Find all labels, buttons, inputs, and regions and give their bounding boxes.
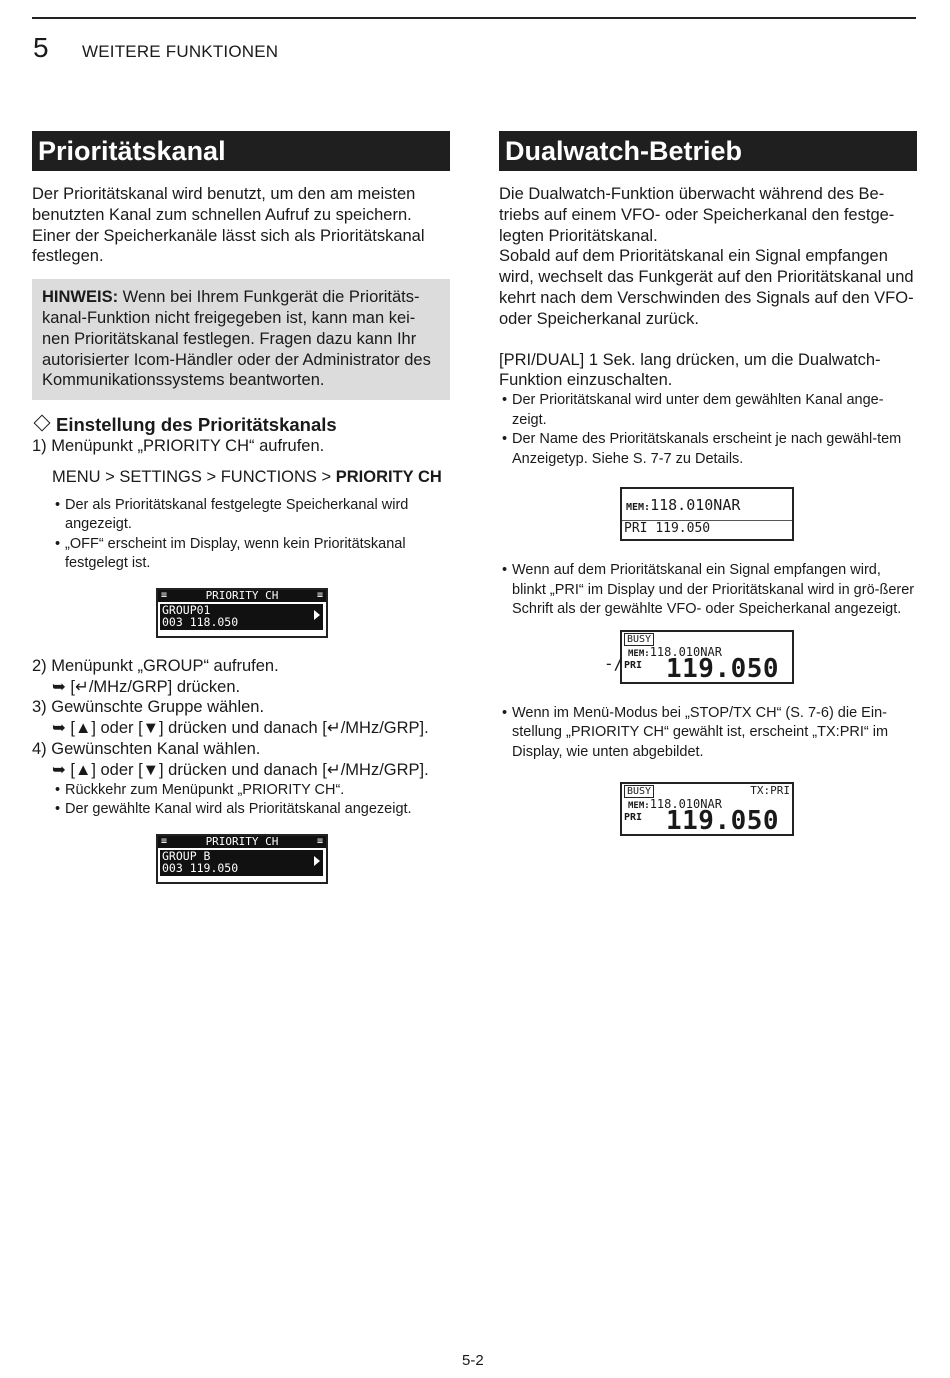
step-3: 3) Gewünschte Gruppe wählen. xyxy=(32,698,265,717)
chapter-title: WEITERE FUNKTIONEN xyxy=(82,42,279,61)
dualwatch-intro: Die Dualwatch-Funktion überwacht während des Be-triebs auf einem VFO- oder Speicherkanal den festge-legten Prioritätskanal. xyxy=(499,185,895,245)
step-4-action: ➥ [▲] oder [▼] drücken und danach [↵/MHz/GRP]. xyxy=(52,760,429,779)
triangle-right-icon xyxy=(314,610,320,620)
tx-pri-indicator: TX:PRI xyxy=(750,784,790,798)
bullet-list-3 xyxy=(499,391,917,469)
pri-big-value: 119.050 xyxy=(666,653,780,684)
dualwatch-intro-2: Sobald auf dem Prioritätskanal ein Signal empfangen wird, wechselt das Funkgerät auf den Prioritätskanal und kehrt nach dem Verschwinden des Signals auf den VFO- oder Speicherkanal zurück. xyxy=(499,247,914,328)
lcd-display-priority-1 xyxy=(156,588,328,638)
lcd-title: PRIORITY CH xyxy=(205,588,279,602)
bullet-list-1 xyxy=(52,496,450,574)
pri-label: PRI xyxy=(624,659,643,671)
mem-label: MEM: xyxy=(628,801,650,812)
section-heading-dualwatch: Dualwatch-Betrieb xyxy=(499,131,917,171)
menu-path-text: MENU > SETTINGS > FUNCTIONS > xyxy=(52,467,336,486)
note-text: Wenn bei Ihrem Funkgerät die Prioritäts-kanal-Funktion nicht freigegeben ist, kann man kei-nen Prioritätskanal festlegen. Fragen dazu kann Ihr autorisierter Icom-Händler oder der Administrator des Kommunikationssystems beantworten. xyxy=(42,288,431,390)
lcd-line: GROUP01 xyxy=(162,602,211,617)
list-item: • Rückkehr zum Menüpunkt „PRIORITY CH“. xyxy=(52,781,450,801)
step-3-action: ➥ [▲] oder [▼] drücken und danach [↵/MHz/GRP]. xyxy=(52,719,429,738)
subheading xyxy=(32,414,450,436)
dualwatch-action: [PRI/DUAL] 1 Sek. lang drücken, um die Dualwatch-Funktion einzuschalten. xyxy=(499,350,881,390)
left-column xyxy=(32,131,450,884)
step-2-action: ➥ [↵/MHz/GRP] drücken. xyxy=(52,677,241,696)
list-item: • Der als Prioritätskanal festgelegte Speicherkanal wird angezeigt. xyxy=(52,496,450,535)
lcd-display-blink xyxy=(604,630,794,684)
menu-path-bold: PRIORITY CH xyxy=(335,467,442,486)
lcd-line: 003 119.050 xyxy=(162,861,239,876)
lcd-title: PRIORITY CH xyxy=(205,834,279,848)
list-item: • Wenn auf dem Prioritätskanal ein Signal empfangen wird, blinkt „PRI“ im Display und der Prioritätskanal wird in grö-ßerer Schrift als der gewählte VFO- oder Speicherkanal angezeigt. xyxy=(499,561,917,620)
pri-big-value: 119.050 xyxy=(666,806,780,837)
mem-label: MEM: xyxy=(628,648,650,659)
pri-label: PRI xyxy=(624,521,648,537)
triangle-right-icon xyxy=(314,856,320,866)
bullet-list-5 xyxy=(499,704,917,763)
blink-icon: -/ xyxy=(604,653,624,673)
menu-path xyxy=(52,467,450,488)
section-heading-priority: Prioritätskanal xyxy=(32,131,450,171)
menu-icon: ≡ xyxy=(316,835,323,847)
mem-value: 118.010NAR xyxy=(650,496,741,515)
step-4: 4) Gewünschten Kanal wählen. xyxy=(32,739,261,758)
menu-icon: ≡ xyxy=(161,835,168,847)
bullet-list-2 xyxy=(52,781,450,820)
menu-icon: ≡ xyxy=(316,589,323,601)
step-2: 2) Menüpunkt „GROUP“ aufrufen. xyxy=(32,656,279,675)
right-column xyxy=(499,131,917,836)
priority-intro: Der Prioritätskanal wird benutzt, um den am meisten benutzten Kanal zum schnellen Aufruf zu speichern. Einer der Speicherkanäle lässt sich als Prioritätskanal festlegen. xyxy=(32,185,425,266)
chapter-number: 5 xyxy=(33,32,49,63)
step-1: 1) Menüpunkt „PRIORITY CH“ aufrufen. xyxy=(32,437,325,456)
list-item: • Wenn im Menü-Modus bei „STOP/TX CH“ (S. 7-6) die Ein-stellung „PRIORITY CH“ gewählt ist, erscheint „TX:PRI“ im Display, wie unten abgebildet. xyxy=(499,704,917,763)
subheading-text: Einstellung des Prioritätskanals xyxy=(56,414,337,436)
lcd-display-dualwatch xyxy=(620,487,794,541)
busy-indicator: BUSY xyxy=(624,785,654,798)
list-item: • Der Name des Prioritätskanals erscheint je nach gewähl-tem Anzeigetyp. Siehe S. 7-7 zu Details. xyxy=(499,430,917,469)
top-rule xyxy=(32,17,916,19)
pri-label: PRI xyxy=(624,812,643,824)
list-item: • Der Prioritätskanal wird unter dem gewählten Kanal ange-zeigt. xyxy=(499,391,917,430)
lcd-line: GROUP B xyxy=(162,848,211,863)
note-box xyxy=(32,279,450,400)
diamond-icon xyxy=(34,415,51,432)
busy-indicator: BUSY xyxy=(624,633,654,646)
lcd-line: 003 118.050 xyxy=(162,615,239,630)
page-number: 5-2 xyxy=(462,1352,484,1369)
list-item: • „OFF“ erscheint im Display, wenn kein Prioritätskanal festgelegt ist. xyxy=(52,535,450,574)
note-label: HINWEIS: xyxy=(42,288,119,307)
mem-label: MEM: xyxy=(626,502,651,514)
lcd-display-txpri xyxy=(620,782,794,836)
mem-value: 118.010NAR xyxy=(649,644,722,659)
menu-icon: ≡ xyxy=(161,589,168,601)
mem-value: 118.010NAR xyxy=(649,797,722,812)
lcd-display-priority-2 xyxy=(156,834,328,884)
list-item: • Der gewählte Kanal wird als Prioritätskanal angezeigt. xyxy=(52,800,450,820)
pri-value: 119.050 xyxy=(655,521,711,537)
bullet-list-4 xyxy=(499,561,917,620)
